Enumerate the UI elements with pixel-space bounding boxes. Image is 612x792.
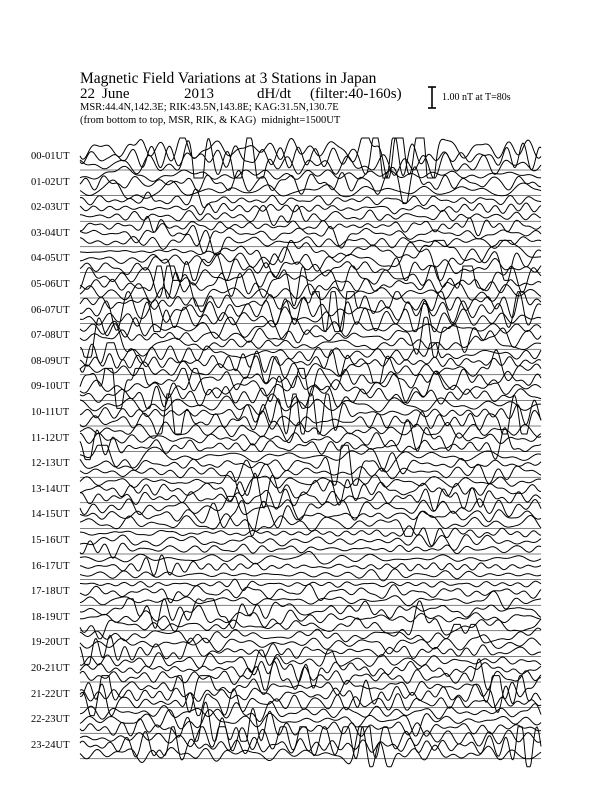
trace-rik: [80, 350, 541, 376]
trace-kag: [80, 189, 541, 207]
trace-msr: [80, 428, 541, 460]
row-label: 03-04UT: [31, 227, 70, 239]
row-label: 06-07UT: [31, 304, 70, 316]
trace-rik: [80, 138, 541, 178]
row-label: 16-17UT: [31, 560, 70, 572]
row-label: 13-14UT: [31, 483, 70, 495]
trace-rik: [80, 203, 541, 215]
trace-kag: [80, 394, 541, 415]
row-label: 15-16UT: [31, 535, 70, 546]
date-month: June: [102, 86, 130, 102]
row-label: 18-19UT: [31, 611, 70, 623]
row-label: 11-12UT: [31, 432, 70, 444]
row-label: 22-23UT: [31, 714, 70, 726]
row-label: 19-20UT: [31, 637, 70, 649]
row-label: 17-18UT: [31, 586, 70, 598]
row-label: 12-13UT: [31, 458, 70, 470]
date-year: 2013: [184, 86, 214, 102]
trace-kag: [80, 240, 541, 267]
row-label: 02-03UT: [31, 202, 70, 214]
trace-kag: [80, 471, 541, 495]
date-day: 22: [80, 86, 95, 102]
chart-title: Magnetic Field Variations at 3 Stations in Japan: [80, 70, 377, 87]
trace-rik: [80, 445, 541, 485]
trace-msr: [80, 601, 541, 639]
trace-kag: [80, 292, 541, 332]
midnight-note: midnight=1500UT: [261, 115, 341, 126]
station-coordinates: MSR:44.4N,142.3E; RIK:43.5N,143.8E; KAG:31.5N,130.7E: [80, 102, 339, 113]
row-label: 21-22UT: [31, 688, 70, 700]
scale-bar-label: 1.00 nT at T=80s: [442, 92, 511, 103]
trace-kag: [80, 702, 541, 722]
trace-msr: [80, 205, 541, 226]
trace-kag: [80, 368, 541, 408]
trace-msr: [80, 376, 541, 408]
row-label: 14-15UT: [31, 509, 70, 521]
row-label: 09-10UT: [31, 381, 70, 393]
filter-label: (filter:40-160s): [310, 86, 402, 102]
row-label: 10-11UT: [31, 407, 70, 418]
trace-rik: [80, 243, 541, 281]
trace-kag: [80, 166, 541, 181]
trace-kag: [80, 317, 541, 340]
row-label: 07-08UT: [31, 330, 70, 342]
trace-msr: [80, 301, 541, 332]
order-note: (from bottom to top, MSR, RIK, & KAG): [80, 115, 257, 126]
row-label: 20-21UT: [31, 663, 70, 674]
trace-msr: [80, 254, 541, 281]
row-label: 01-02UT: [31, 176, 70, 188]
traces-group: [80, 138, 541, 767]
row-label: 08-09UT: [31, 355, 70, 367]
trace-msr: [80, 350, 541, 383]
row-label: 23-24UT: [31, 739, 70, 751]
row-label: 04-05UT: [31, 253, 70, 265]
trace-msr: [80, 394, 541, 434]
row-label: 05-06UT: [31, 279, 70, 290]
trace-msr: [80, 569, 541, 581]
trace-rik: [80, 658, 541, 688]
trace-msr: [80, 488, 541, 511]
trace-kag: [80, 496, 541, 520]
quantity-label: dH/dt: [257, 86, 292, 102]
trace-rik: [80, 635, 541, 654]
trace-rik: [80, 368, 541, 403]
row-label: 00-01UT: [31, 151, 70, 162]
trace-msr: [80, 541, 541, 558]
